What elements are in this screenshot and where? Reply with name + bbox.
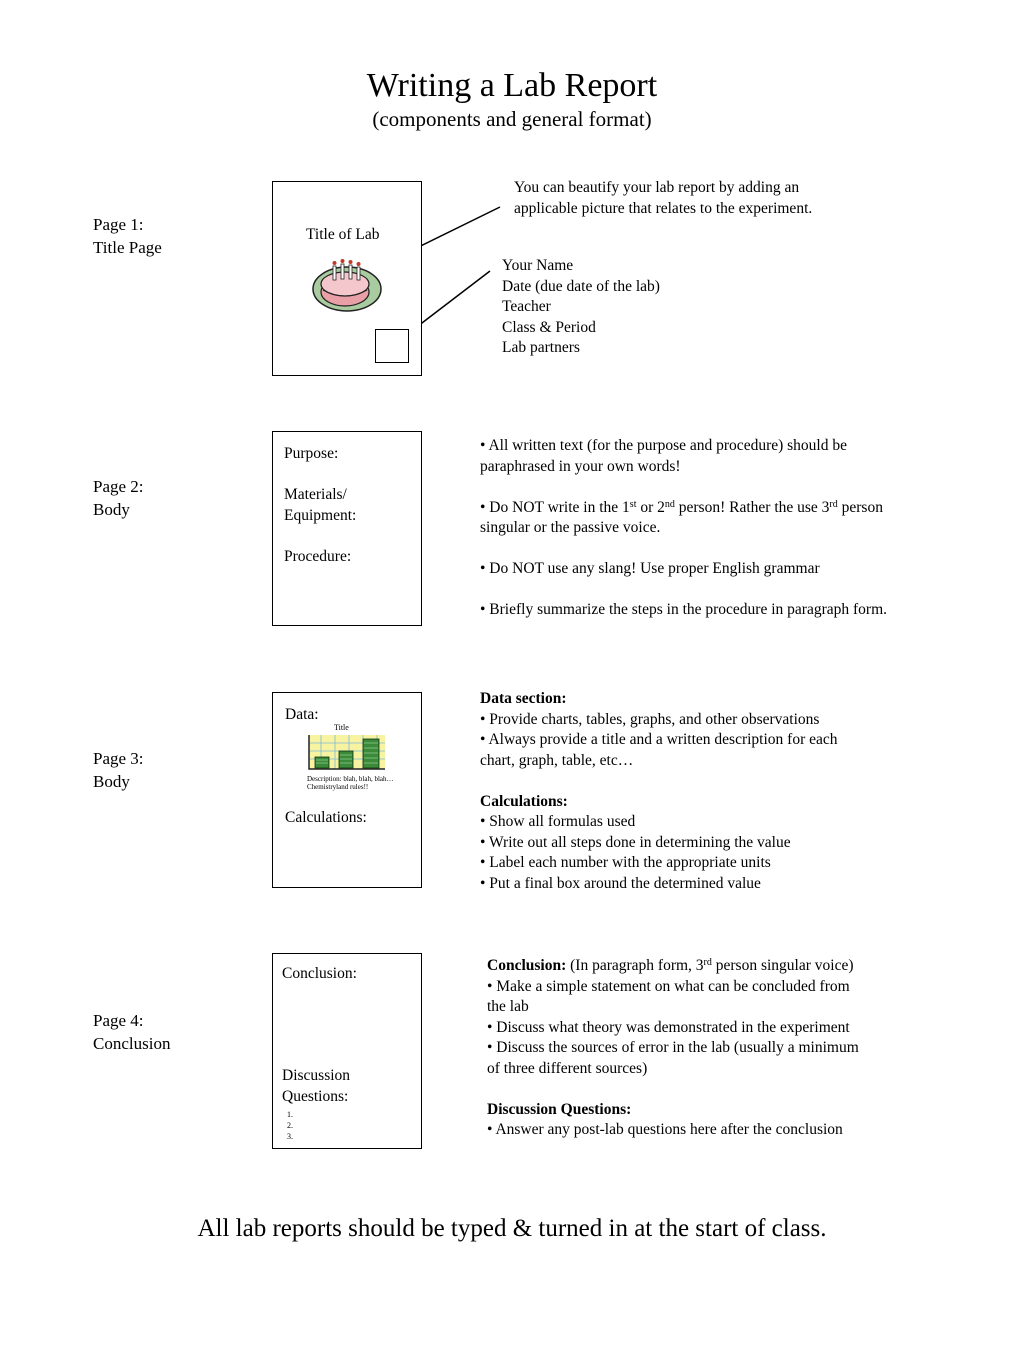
note-bullet: • Always provide a title and a written description for each [480, 731, 838, 748]
title-of-lab-text: Title of Lab [306, 226, 380, 243]
conclusion-heading: Conclusion: (In paragraph form, 3rd person singular voice) [487, 957, 854, 974]
page2-label: Page 2: Body [93, 477, 144, 519]
note-bullet: • Do NOT write in the 1st or 2nd person! Rather the use 3rd person [480, 498, 883, 516]
info-box-icon [375, 329, 409, 363]
page3-notes: Data section: • Provide charts, tables, graphs, and other observations • Always provide a title and a written description for each chart, graph, table, etc… Calculations: • Show all formulas used • Write out all steps done in determining the value • Label each number with the appropriate units • Put a final box around the determined value [480, 689, 950, 894]
page-title: Writing a Lab Report [366, 67, 658, 104]
data-section-heading: Data section: [480, 690, 567, 707]
note-bullet: • Label each number with the appropriate units [480, 854, 771, 871]
page4-notes: Conclusion: (In paragraph form, 3rd person singular voice) • Make a simple statement on what can be concluded from the lab • Discuss what theory was demonstrated in the experiment • Discuss the sources of error in the lab (usually a minimum of three different sources) Discussion Questions: • Answer any post-lab questions here after the conclusion [487, 956, 957, 1141]
footer-instruction: All lab reports should be typed & turned in at the start of class. [197, 1215, 827, 1242]
note-bullet: • Write out all steps done in determining the value [480, 833, 791, 851]
calculations-heading: Calculations: [480, 792, 568, 810]
page2-notes: • All written text (for the purpose and procedure) should be paraphrased in your own words! • Do NOT write in the 1st or 2nd person! Rather the use 3rd person singular or the passive voice. • Do NOT use any slang! Use proper English grammar • Briefly summarize the steps in the procedure in paragraph form. [480, 436, 950, 621]
note-bullet: • Discuss the sources of error in the lab (usually a minimum [487, 1039, 859, 1056]
info-line: Lab partners [502, 339, 580, 356]
note-bullet: • Discuss what theory was demonstrated in the experiment [487, 1018, 850, 1036]
title-page-info-list [502, 256, 660, 359]
note-bullet: • Briefly summarize the steps in the procedure in paragraph form. [480, 601, 887, 618]
discussion-question-list [287, 1109, 293, 1142]
discussion-label: Discussion Questions: [282, 1067, 351, 1105]
note-bullet: • Provide charts, tables, graphs, and other observations [480, 710, 820, 728]
chart-title-text: Title [334, 723, 349, 732]
note-bullet: • All written text (for the purpose and procedure) should be [480, 437, 847, 454]
page2-thumbnail [272, 431, 422, 626]
chart-description-text: Description: blah, blah, blah… Chemistryland rules!! [307, 775, 394, 791]
page3-label: Page 3: Body [93, 749, 144, 791]
page-subtitle: (components and general format) [372, 107, 652, 131]
purpose-label: Purpose: [284, 445, 339, 462]
note-bullet: • Make a simple statement on what can be concluded from [487, 977, 850, 995]
note-bullet: • Show all formulas used [480, 813, 636, 830]
info-line: Teacher [502, 298, 551, 315]
discussion-questions-heading: Discussion Questions: [487, 1100, 632, 1118]
page4-label: Page 4: Conclusion [93, 1011, 171, 1053]
equipment-label: Equipment: [284, 507, 357, 524]
list-item: 2. [287, 1121, 293, 1130]
note-bullet: • Put a final box around the determined value [480, 874, 761, 892]
money-bar-chart-icon [307, 733, 387, 771]
note-bullet: • Answer any post-lab questions here after the conclusion [487, 1121, 843, 1138]
note-bullet: • Do NOT use any slang! Use proper English grammar [480, 560, 820, 577]
list-item: 3. [287, 1132, 293, 1141]
cake-clipart-icon [309, 256, 383, 316]
data-label: Data: [285, 706, 319, 723]
page3-thumbnail [272, 692, 422, 888]
picture-note: You can beautify your lab report by adding an applicable picture that relates to the experiment. [514, 179, 813, 217]
page1-thumbnail [272, 181, 422, 376]
procedure-label: Procedure: [284, 548, 352, 565]
conclusion-label: Conclusion: [282, 965, 357, 982]
calculations-label: Calculations: [285, 809, 367, 826]
page4-thumbnail [272, 953, 422, 1149]
list-item: 1. [287, 1110, 293, 1119]
info-line: Date (due date of the lab) [502, 277, 660, 295]
page1-label: Page 1: Title Page [93, 215, 162, 257]
info-line: Your Name [502, 257, 574, 274]
info-line: Class & Period [502, 318, 596, 336]
materials-label: Materials/ [284, 486, 347, 503]
